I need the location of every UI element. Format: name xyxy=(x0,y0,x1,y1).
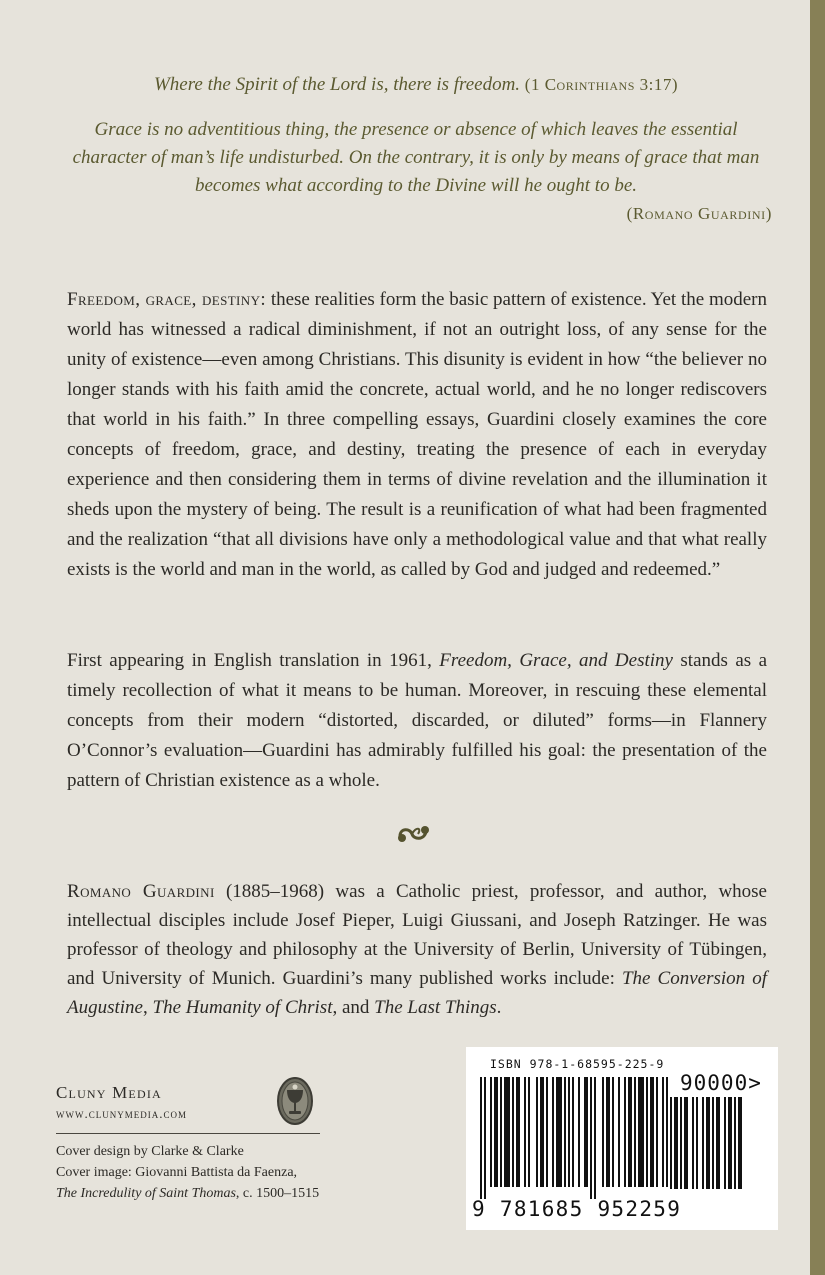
barcode-bar xyxy=(552,1077,554,1187)
barcode-bar xyxy=(728,1097,732,1189)
author-bio-text: (1885–1968) was a Catholic priest, professor, and author, whose intellectual disciples include Josef Pieper, Luigi Giussani, and Joseph Ratzinger. He was professor of theology and philosophy at the University of Berlin, University of Tübingen, and University of Munich. Guardini’s many published works include: xyxy=(67,881,767,989)
work-separator-1: , xyxy=(143,997,153,1018)
epigraph-guardini-attribution: (Romano Guardini) xyxy=(626,204,772,223)
barcode-bar xyxy=(646,1077,648,1187)
barcode-bar xyxy=(638,1077,644,1187)
barcode-bar xyxy=(484,1077,486,1199)
blurb-paragraph-2 xyxy=(67,646,767,796)
ean-barcode-bars xyxy=(480,1077,668,1217)
barcode-bar xyxy=(536,1077,538,1187)
barcode-digits: 9 781685 952259 xyxy=(472,1197,682,1221)
work-separator-2: , and xyxy=(332,997,375,1018)
cover-image-credit-prefix: Cover image: Giovanni Battista da Faenza, xyxy=(56,1165,298,1180)
epigraph-guardini-quote: Grace is no adventitious thing, the presence or absence of which leaves the essential character of man’s life undisturbed. On the contrary, it is only by means of grace that man becomes what according to the Divine will he ought to be. xyxy=(72,119,760,196)
blurb-paragraph-1-text: these realities form the basic pattern of existence. Yet the modern world has witnessed a radical diminishment, if not an outright loss, of any sense for the unity of existence—even among Christians. This disunity is evident in how “the believer no longer stands with his faith amid the concrete, actual world, and he no longer rediscovers that world in his faith.” In three compelling essays, Guardini closely examines the core concepts of freedom, grace, and destiny, treating the presence of each in everyday experience and then considering them in terms of divine revelation and the illumination it sheds upon the mystery of being. The result is a reunification of what had been fragmented and the realization “that all divisions have only a methodological value and that what really exists is the world and man in the world, as called by God and judged and redeemed.” xyxy=(67,289,767,580)
author-name: Romano Guardini xyxy=(67,881,215,902)
blurb-paragraph-1 xyxy=(67,285,767,585)
barcode-bar xyxy=(666,1077,668,1187)
barcode-bar xyxy=(504,1077,510,1187)
barcode-bar xyxy=(564,1077,566,1187)
barcode-bar xyxy=(738,1097,742,1189)
epigraph-scripture xyxy=(60,74,772,96)
barcode-bar xyxy=(540,1077,544,1187)
barcode-bar xyxy=(516,1077,520,1187)
cover-credits xyxy=(56,1141,376,1204)
author-bio xyxy=(67,877,767,1022)
cover-image-credit-title-line xyxy=(56,1183,376,1204)
chalice-seal-icon xyxy=(276,1076,314,1126)
barcode-bar xyxy=(618,1077,620,1187)
publisher-url: www.clunymedia.com xyxy=(56,1106,187,1121)
barcode-bar xyxy=(490,1077,492,1187)
barcode-bar xyxy=(494,1077,498,1187)
barcode-bar xyxy=(702,1097,704,1189)
book-title: Freedom, Grace, and Destiny xyxy=(439,650,673,671)
barcode-bar xyxy=(624,1077,626,1187)
barcode-bar xyxy=(568,1077,570,1187)
barcode-bar xyxy=(556,1077,562,1187)
epigraphs xyxy=(60,74,772,224)
author-bio-end: . xyxy=(496,997,502,1018)
barcode-bar xyxy=(684,1097,688,1189)
barcode-bar xyxy=(670,1097,672,1189)
barcode-bar xyxy=(734,1097,736,1189)
barcode-bar xyxy=(512,1077,514,1187)
barcode-bar xyxy=(594,1077,596,1199)
work-title-3: The Last Things xyxy=(374,997,497,1018)
spine-edge-strip xyxy=(810,0,825,1275)
cover-image-title: The Incredulity of Saint Thomas xyxy=(56,1186,236,1201)
work-title-1: The Conversion of Augustine xyxy=(67,968,767,1018)
barcode-bar xyxy=(480,1077,482,1199)
isbn-barcode xyxy=(466,1047,778,1230)
barcode-bar xyxy=(662,1077,664,1187)
barcode-bar xyxy=(712,1097,714,1189)
barcode-bar xyxy=(578,1077,580,1187)
barcode-bar xyxy=(590,1077,592,1199)
barcode-bar xyxy=(692,1097,694,1189)
blurb-lead-in: Freedom, grace, destiny: xyxy=(67,289,267,310)
blurb-paragraph-2-text: stands as a timely recollection of what it means to be human. Moreover, in rescuing these elemental concepts from their modern “distorted, discarded, or diluted” forms—in Flannery O’Connor’s evaluation—Guardini has admirably fulfilled his goal: the presentation of the pattern of Christian existence as a whole. xyxy=(67,650,767,791)
barcode-bar xyxy=(500,1077,502,1187)
barcode-bar xyxy=(606,1077,610,1187)
barcode-bar xyxy=(524,1077,526,1187)
cover-design-credit: Cover design by Clarke & Clarke xyxy=(56,1144,244,1159)
barcode-bar xyxy=(584,1077,588,1187)
work-title-2: The Humanity of Christ xyxy=(152,997,333,1018)
barcode-bar xyxy=(634,1077,636,1187)
barcode-bar xyxy=(650,1077,654,1187)
barcode-bar xyxy=(680,1097,682,1189)
barcode-bar xyxy=(528,1077,530,1187)
barcode-bar xyxy=(696,1097,698,1189)
barcode-bar xyxy=(572,1077,574,1187)
barcode-bar xyxy=(628,1077,632,1187)
blurb-paragraph-2-intro: First appearing in English translation in 1961, xyxy=(67,650,440,671)
barcode-bar xyxy=(602,1077,604,1187)
barcode-bar xyxy=(546,1077,548,1187)
barcode-bar xyxy=(656,1077,658,1187)
publisher-divider xyxy=(56,1133,320,1134)
barcode-bar xyxy=(612,1077,614,1187)
barcode-bar xyxy=(674,1097,678,1189)
price-code: 90000> xyxy=(680,1071,762,1095)
fleuron-icon xyxy=(394,822,434,846)
addon-barcode-bars xyxy=(670,1097,760,1201)
publisher-name: Cluny Media xyxy=(56,1083,162,1102)
isbn-label: ISBN 978-1-68595-225-9 xyxy=(490,1057,665,1071)
barcode-bar xyxy=(706,1097,710,1189)
barcode-bar xyxy=(716,1097,720,1189)
epigraph-scripture-reference: (1 Corinthians 3:17) xyxy=(524,75,679,94)
cover-image-date: , c. 1500–1515 xyxy=(235,1186,320,1201)
barcode-bar xyxy=(724,1097,726,1189)
epigraph-scripture-quote: Where the Spirit of the Lord is, there is freedom. xyxy=(153,74,521,95)
